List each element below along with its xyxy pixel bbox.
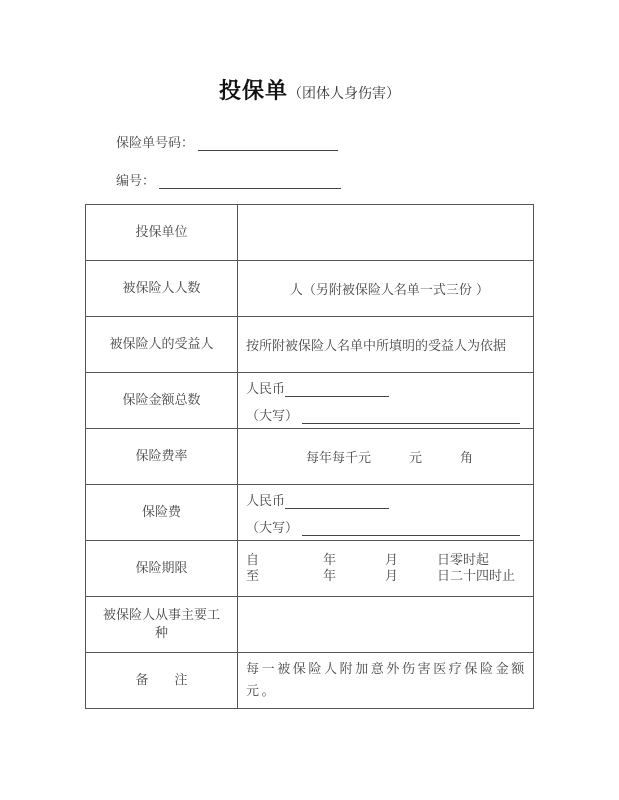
title-subtitle: （团体人身伤害） [288,86,400,102]
title-main: 投保单 [218,79,288,104]
rmb-label: 人民币 [246,381,286,397]
premium-cell [238,485,534,541]
to-month: 月 [385,568,399,584]
unit-jiao: 角 [460,451,474,466]
remarks-value: 每一被保险人附加意外伤害医疗保险金额元。 [238,653,534,709]
sum-insured-rmb-input[interactable] [285,382,389,397]
row-label-insured-count: 被保险人人数 [86,261,238,317]
premium-rate-text: 每年每千元 [305,451,371,466]
capital-label: （大写） [246,520,299,536]
period-from [246,553,533,569]
period-to [246,569,533,585]
serial-number-label: 编号： [116,174,156,189]
sum-insured-capital-input[interactable] [302,409,520,424]
table-row [86,653,534,709]
table-row [86,205,534,261]
premium-rmb-input[interactable] [285,494,389,509]
serial-number-input[interactable] [159,174,341,189]
table-row [86,317,534,373]
from-month: 月 [385,552,399,568]
row-label-applicant: 投保单位 [86,205,238,261]
occupation-label-line2: 种 [154,625,168,641]
period-cell [238,541,534,597]
document-title [0,74,619,105]
row-label-sum-insured: 保险金额总数 [86,373,238,429]
table-row [86,541,534,597]
row-label-premium: 保险费 [86,485,238,541]
unit-yuan: 元 [408,451,422,466]
sum-insured-cell [238,373,534,429]
to-year: 年 [323,568,337,584]
table-row [86,485,534,541]
from-suffix: 日零时起 [437,552,490,568]
capital-label: （大写） [246,408,299,424]
row-label-remarks: 备 注 [86,653,238,709]
premium-capital-input[interactable] [302,521,520,536]
row-label-period: 保险期限 [86,541,238,597]
occupation-value[interactable] [238,597,534,653]
insured-count-value[interactable]: 人（另附被保险人名单一式三份 ） [238,261,534,317]
policy-number-label: 保险单号码： [116,136,195,151]
premium-rate-cell [238,429,534,485]
table-row [86,597,534,653]
beneficiary-value: 按所附被保险人名单中所填明的受益人为依据 [238,317,534,373]
occupation-label-line1: 被保险人从事主要工 [102,607,220,623]
to-prefix: 至 [246,568,260,584]
policy-number-input[interactable] [198,136,338,151]
serial-number-field [116,170,341,189]
row-label-beneficiary: 被保险人的受益人 [86,317,238,373]
table-row [86,261,534,317]
row-label-premium-rate: 保险费率 [86,429,238,485]
from-prefix: 自 [246,552,260,568]
rmb-label: 人民币 [246,493,286,509]
applicant-value[interactable] [238,205,534,261]
table-row [86,373,534,429]
table-row [86,429,534,485]
from-year: 年 [323,552,337,568]
policy-number-field [116,132,338,151]
application-form-table [85,204,534,709]
row-label-occupation [86,597,238,653]
to-suffix: 日二十四时止 [437,568,516,584]
